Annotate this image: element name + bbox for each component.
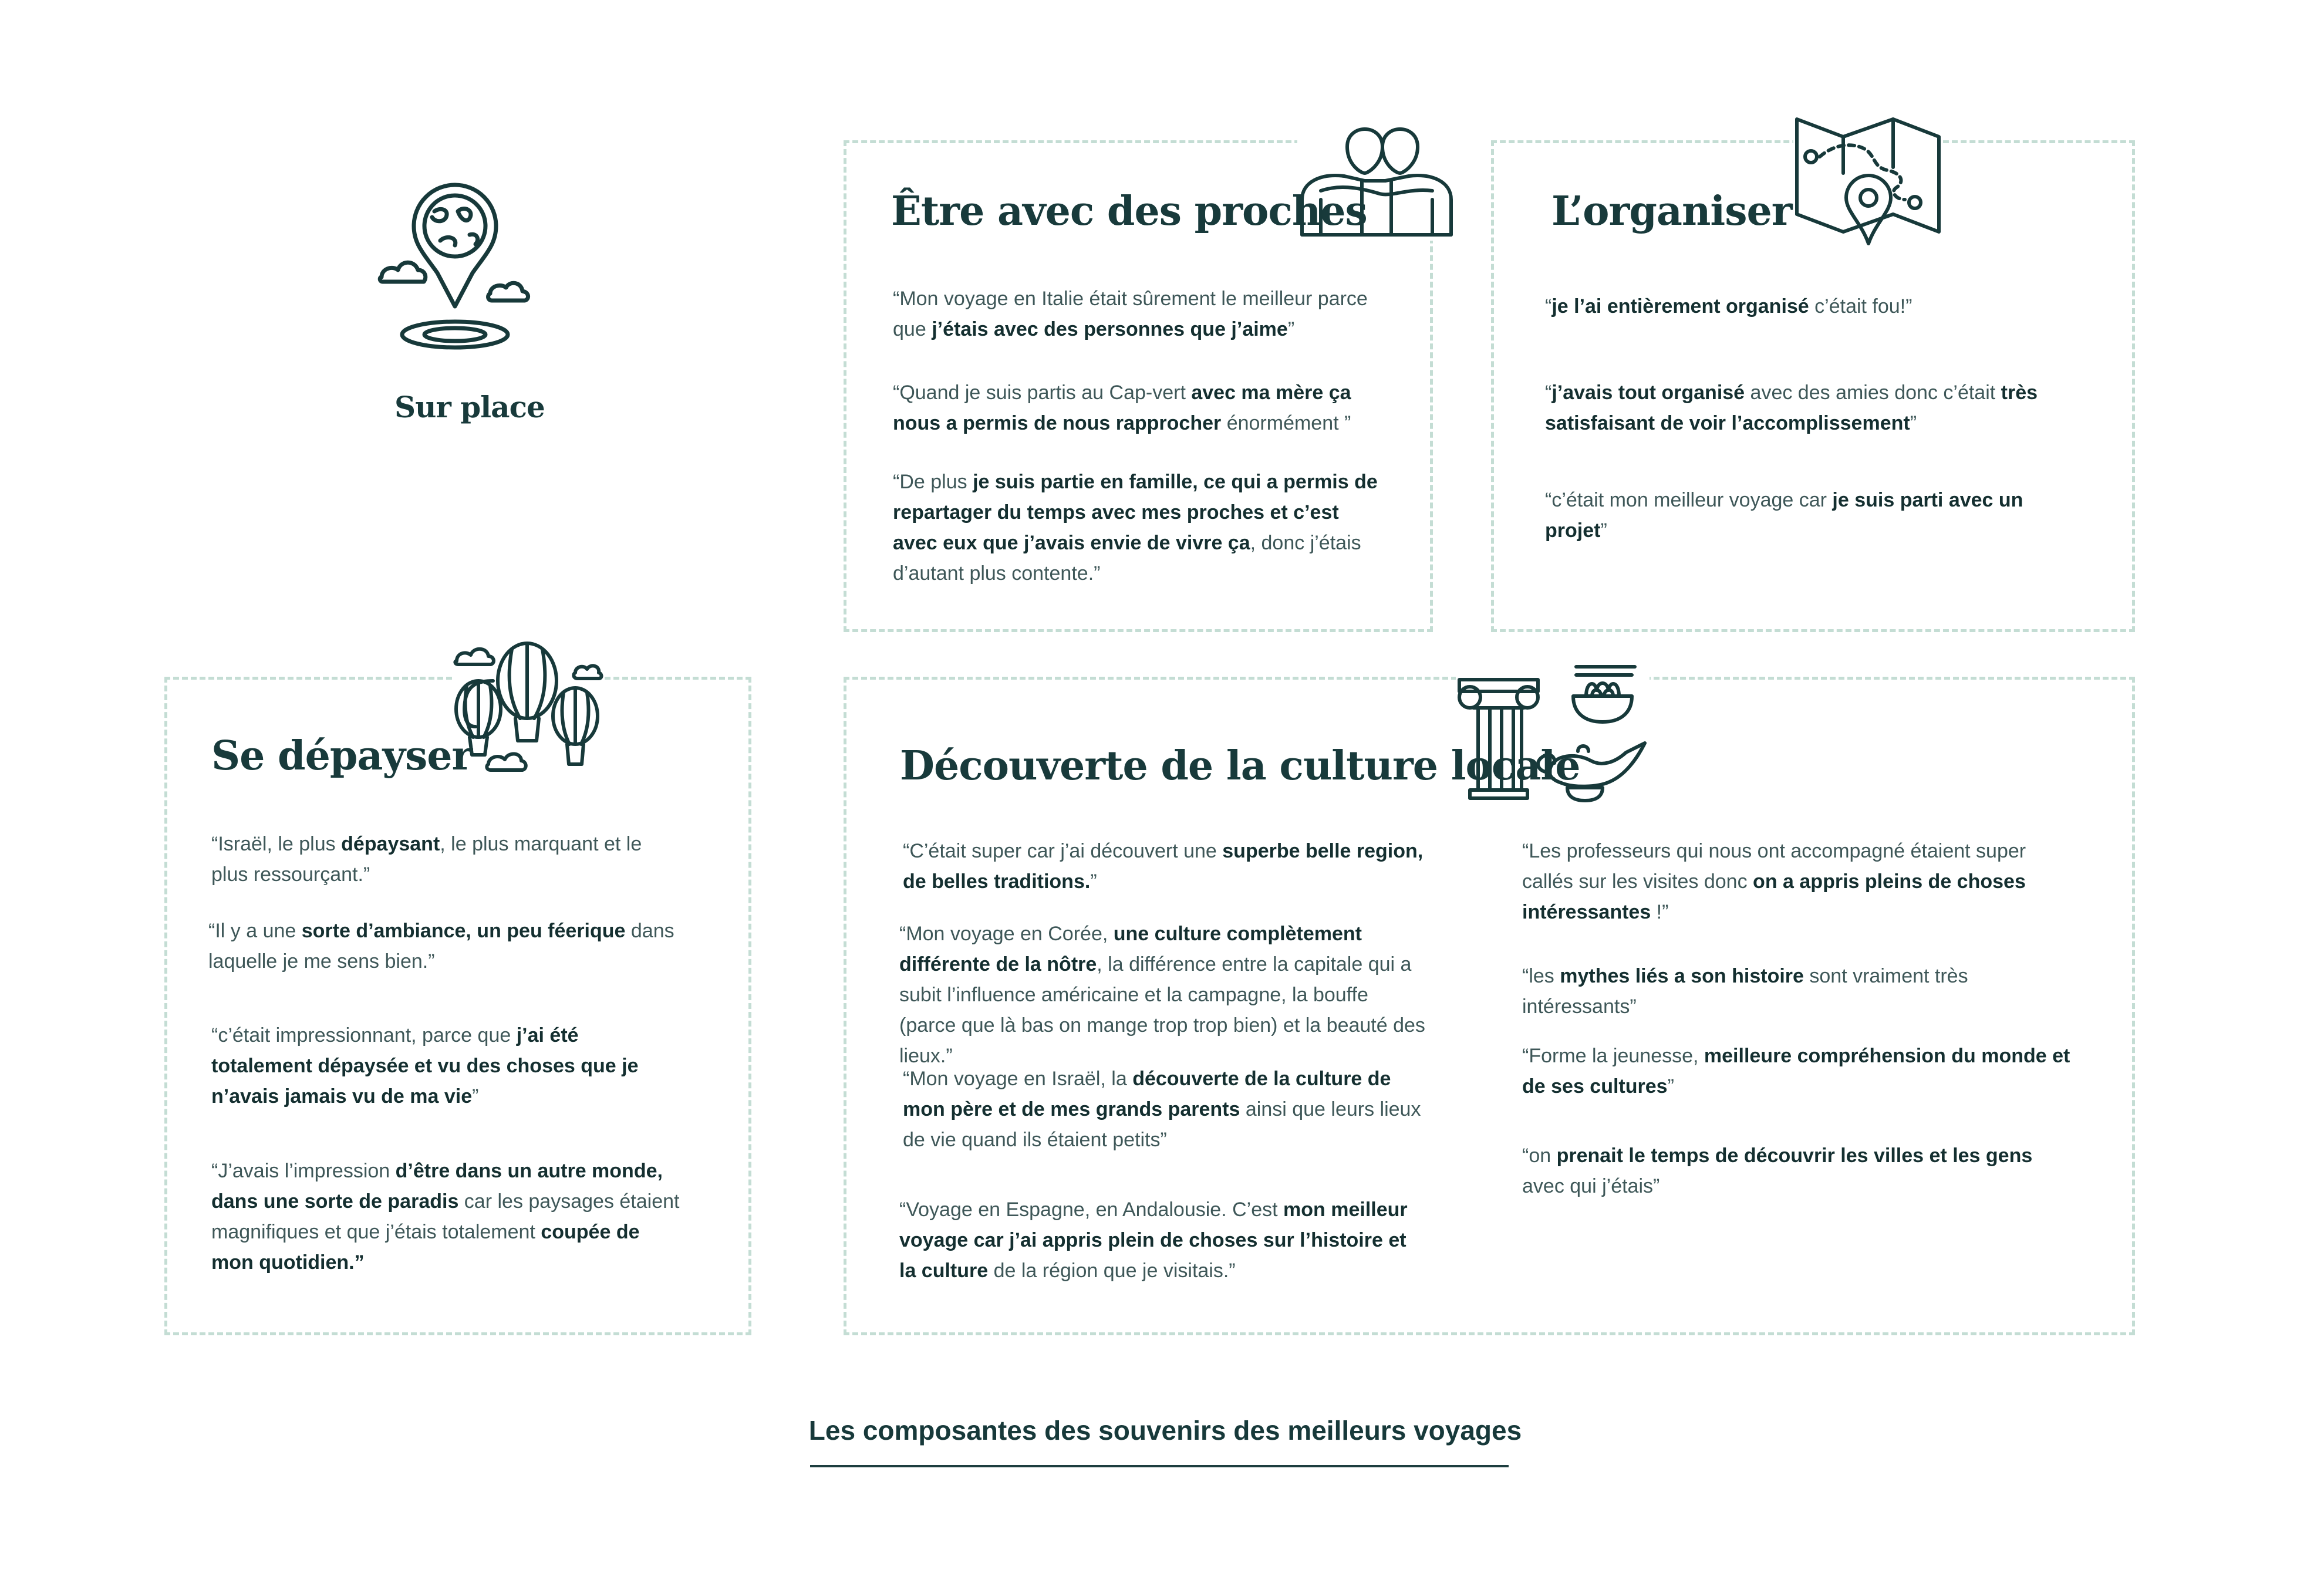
depayser-quote-4 (211, 1156, 687, 1278)
quote-highlight: j’étais avec des personnes que j’aime (932, 318, 1288, 340)
culture-right-quote-4 (1522, 1140, 2050, 1201)
culture-left-quote-2 (899, 919, 1428, 1071)
proches-quote-3 (893, 467, 1386, 589)
quote-text: , donc j’étais d’autant plus contente.” (893, 532, 1361, 585)
quote-text: sont vraiment très intéressants” (1522, 965, 1968, 1018)
caption-underline (810, 1465, 1509, 1467)
quote-text: ” (1667, 1075, 1674, 1098)
proches-title: Être avec des proches (891, 188, 1367, 235)
quote-highlight: j’ai été totalement dépaysée et vu des choses que je n’avais jamais vu de ma vie (211, 1024, 639, 1108)
quote-text: !” (1651, 901, 1669, 923)
quote-text: “Forme la jeunesse, (1522, 1045, 1704, 1067)
quote-text: ” (1287, 318, 1295, 340)
quote-highlight: avec ma mère ça nous a permis de nous rapprocher (893, 382, 1351, 434)
quote-text: “Mon voyage en Italie était sûrement le meilleur parce que (893, 288, 1368, 340)
quote-highlight: je suis partie en famille, ce qui a permis de repartager du temps avec mes proches et c’est avec eux que j’avais envie de vivre ça (893, 471, 1378, 554)
quote-highlight: meilleure compréhension du monde et de ses cultures (1522, 1045, 2070, 1098)
quote-highlight: dépaysant (341, 833, 440, 855)
diagram-caption: Les composantes des souvenirs des meilleurs voyages (808, 1415, 1522, 1446)
quote-highlight: coupée de mon quotidien.” (211, 1221, 640, 1274)
quote-text: ainsi que leurs lieux de vie quand ils étaient petits” (903, 1098, 1421, 1151)
quote-text: ” (1090, 870, 1097, 893)
proches-quote-2 (893, 377, 1374, 438)
quote-text: “Les professeurs qui nous ont accompagné étaient super callés sur les visites donc (1522, 840, 2026, 893)
quote-text: “ (1545, 295, 1552, 318)
quote-text: ” (1600, 519, 1607, 542)
quote-text: ” (472, 1085, 479, 1108)
culture-right-quote-2 (1522, 961, 2086, 1022)
culture-right-quote-3 (1522, 1041, 2086, 1102)
quote-highlight: je suis parti avec un projet (1545, 489, 2023, 542)
quote-text: dans laquelle je me sens bien.” (208, 920, 674, 973)
quote-text: de la région que je visitais.” (988, 1260, 1236, 1282)
quote-highlight: je l’ai entièrement organisé (1551, 295, 1809, 318)
quote-highlight: prenait le temps de découvrir les villes et les gens (1556, 1145, 2033, 1167)
quote-text: “De plus (893, 471, 973, 493)
quote-text: “c’était mon meilleur voyage car (1545, 489, 1833, 511)
organiser-quote-2 (1545, 377, 2044, 438)
quote-text: “Il y a une (208, 920, 302, 942)
quote-text: “les (1522, 965, 1560, 987)
organiser-quote-1 (1545, 291, 2044, 322)
organiser-quote-3 (1545, 485, 2044, 546)
quote-text: ” (1910, 412, 1917, 434)
culture-title: Découverte de la culture locale (900, 742, 1580, 789)
quote-text: “C’était super car j’ai découvert une (903, 840, 1223, 862)
quote-highlight: mythes liés a son histoire (1560, 965, 1804, 987)
quote-highlight: superbe belle region, de belles traditions. (903, 840, 1424, 893)
quote-text: car les paysages étaient magnifiques et que j’étais totalement (211, 1190, 680, 1243)
quote-text: “J’avais l’impression (211, 1160, 396, 1182)
sur-place-title: Sur place (394, 390, 545, 424)
quote-text: “ (1545, 382, 1552, 404)
quote-text: c’était fou!” (1809, 295, 1913, 318)
quote-text: “Mon voyage en Corée, (899, 923, 1114, 945)
culture-left-quote-1 (903, 836, 1431, 897)
quote-text: “Quand je suis partis au Cap-vert (893, 382, 1192, 404)
quote-highlight: j’avais tout organisé (1551, 382, 1745, 404)
culture-left-quote-3 (903, 1064, 1431, 1155)
quote-highlight: on a appris pleins de choses intéressantes (1522, 870, 2026, 923)
quote-text: “on (1522, 1145, 1557, 1167)
proches-quote-1 (893, 283, 1374, 345)
quote-highlight: d’être dans un autre monde, dans une sorte de paradis (211, 1160, 663, 1213)
noodle-bowl-icon (1573, 667, 1635, 722)
depayser-title: Se dépayser (211, 732, 473, 779)
quote-text: énormément ” (1221, 412, 1351, 434)
globe-location-pin-icon (376, 176, 534, 352)
depayser-quote-3 (211, 1020, 669, 1112)
hot-air-balloons-icon (452, 640, 602, 781)
quote-text: avec des amies donc c’était (1745, 382, 2001, 404)
quote-text: “Mon voyage en Israël, la (903, 1068, 1133, 1090)
quote-text: , le plus marquant et le plus ressourçant.” (211, 833, 642, 886)
quote-highlight: une culture complètement différente de la nôtre (899, 923, 1362, 975)
depayser-quote-1 (211, 829, 681, 890)
quote-text: “Voyage en Espagne, en Andalousie. C’est (899, 1199, 1284, 1221)
treasure-map-pin-icon (1793, 114, 1943, 255)
quote-highlight: très satisfaisant de voir l’accomplissement (1545, 382, 2038, 434)
quote-text: avec qui j’étais” (1522, 1175, 1660, 1197)
depayser-quote-2 (208, 916, 678, 977)
quote-text: “Israël, le plus (211, 833, 342, 855)
quote-text: , la différence entre la capitale qui a subit l’influence américaine et la campagne, la bouffe (parce que là bas on mange trop trop bien) et la beauté des lieux.” (899, 953, 1425, 1067)
quote-text: “c’était impressionnant, parce que (211, 1024, 517, 1047)
quote-highlight: mon meilleur voyage car j’ai appris plein de choses sur l’histoire et la culture (899, 1199, 1408, 1282)
organiser-title: L’organiser (1551, 188, 1792, 235)
quote-highlight: découverte de la culture de mon père et de mes grands parents (903, 1068, 1391, 1120)
quote-highlight: sorte d’ambiance, un peu féerique (301, 920, 626, 942)
culture-right-quote-1 (1522, 836, 2039, 927)
culture-left-quote-4 (899, 1194, 1428, 1286)
